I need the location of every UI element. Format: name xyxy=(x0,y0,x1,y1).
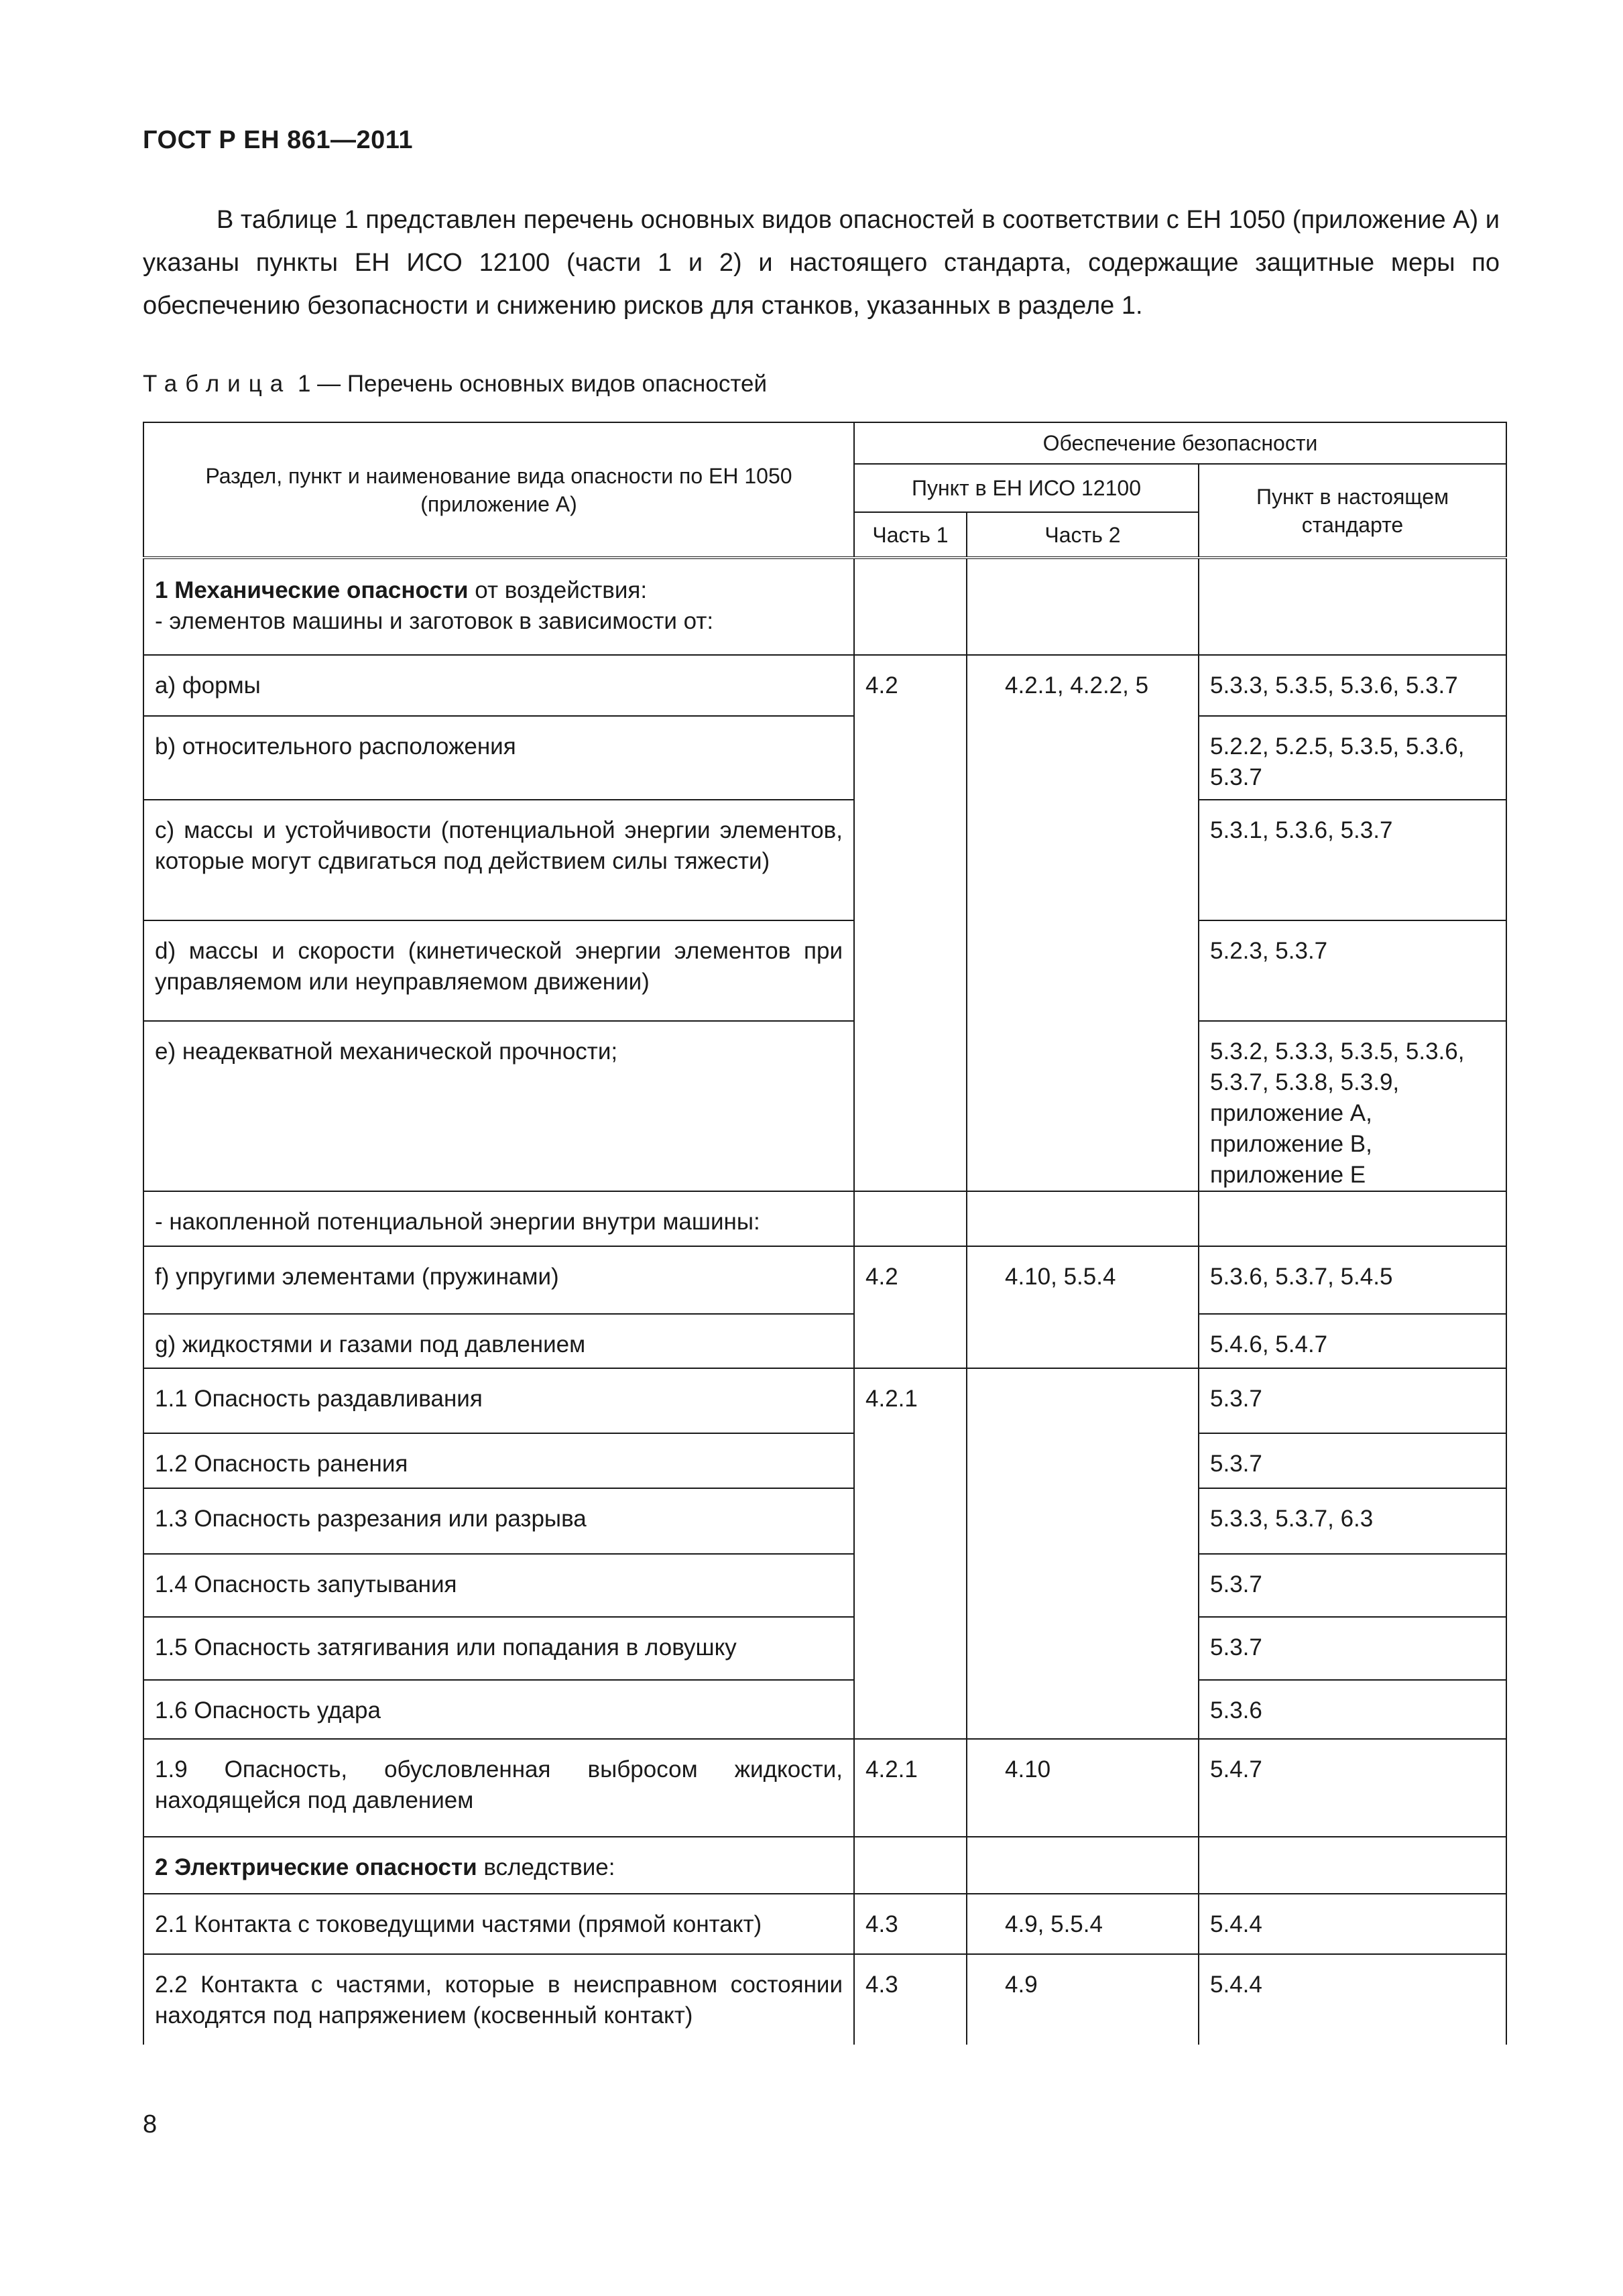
table-row xyxy=(143,716,1506,800)
cell-hazard: 1.1 Опасность раздавливания xyxy=(143,1368,854,1433)
cell-standard: 5.4.7 xyxy=(1199,1739,1506,1837)
cell-hazard: 1.5 Опасность затягивания или попадания в ловушку xyxy=(143,1617,854,1680)
cell-hazard: a) формы xyxy=(143,655,854,716)
cell-hazard: 2.2 Контакта с частями, которые в неисправном состоянии находятся под напряжением (косвенный контакт) xyxy=(143,1954,854,2045)
cell-standard: 5.3.7 xyxy=(1199,1617,1506,1680)
cell-hazard: b) относительного расположения xyxy=(143,716,854,800)
table-row xyxy=(143,1191,1506,1246)
cell-part1: 4.2.1 xyxy=(854,1739,967,1837)
cell-part1 xyxy=(854,1191,967,1246)
cell-hazard xyxy=(143,558,854,655)
header-standard: Пункт в настоящем стандарте xyxy=(1199,464,1506,558)
table-row xyxy=(143,1739,1506,1837)
cell-standard xyxy=(1199,1191,1506,1246)
cell-part2: 4.9 xyxy=(967,1954,1199,2045)
section-title-rest: вследствие: xyxy=(477,1854,615,1880)
page-number: 8 xyxy=(143,2110,158,2138)
cell-part1: 4.2 xyxy=(854,655,967,1191)
header-part2: Часть 2 xyxy=(967,512,1199,558)
cell-standard: 5.4.4 xyxy=(1199,1954,1506,2045)
cell-hazard: c) массы и устойчивости (потенциальной энергии элементов, которые могут сдвигаться под действием силы тяжести) xyxy=(143,800,854,920)
header-hazard: Раздел, пункт и наименование вида опасности по ЕН 1050 (приложение А) xyxy=(143,422,854,558)
header-iso: Пункт в ЕН ИСО 12100 xyxy=(854,464,1199,512)
cell-standard: 5.3.3, 5.3.5, 5.3.6, 5.3.7 xyxy=(1199,655,1506,716)
cell-standard: 5.3.7 xyxy=(1199,1368,1506,1433)
table-caption-label: Таблица xyxy=(143,371,292,397)
cell-part1: 4.3 xyxy=(854,1954,967,2045)
cell-hazard: 1.2 Опасность ранения xyxy=(143,1433,854,1488)
table-row xyxy=(143,655,1506,716)
cell-standard: 5.3.2, 5.3.3, 5.3.5, 5.3.6, 5.3.7, 5.3.8, 5.3.9, приложение А, приложение В, приложение Е xyxy=(1199,1021,1506,1191)
cell-part1 xyxy=(854,1837,967,1894)
cell-hazard: d) массы и скорости (кинетической энергии элементов при управляемом или неуправляемом движении) xyxy=(143,920,854,1021)
intro-paragraph xyxy=(143,198,1500,327)
table-row xyxy=(143,920,1506,1021)
cell-hazard: 1.4 Опасность запутывания xyxy=(143,1554,854,1617)
table-row xyxy=(143,1954,1506,2045)
table-caption xyxy=(143,371,767,398)
cell-hazard: f) упругими элементами (пружинами) xyxy=(143,1246,854,1314)
table-row xyxy=(143,558,1506,655)
section-title: 2 Электрические опасности xyxy=(155,1854,477,1880)
section-title-rest: от воздействия: xyxy=(468,577,648,603)
table-row xyxy=(143,1617,1506,1680)
cell-hazard xyxy=(143,1837,854,1894)
table-header-row xyxy=(143,422,1506,464)
intro-text: В таблице 1 представлен перечень основных видов опасностей в соответствии с ЕН 1050 (приложение А) и указаны пункты ЕН ИСО 12100 (части 1 и 2) и настоящего стандарта, содержащие защитные меры по обеспечению безопасности и снижению рисков для станков, указанных в разделе 1. xyxy=(143,206,1500,320)
cell-hazard: 1.9 Опасность, обусловленная выбросом жидкости, находящейся под давлением xyxy=(143,1739,854,1837)
cell-hazard: 1.6 Опасность удара xyxy=(143,1680,854,1739)
cell-part2 xyxy=(967,558,1199,655)
table-row xyxy=(143,800,1506,920)
cell-part2: 4.10, 5.5.4 xyxy=(967,1246,1199,1368)
section-title: 1 Механические опасности xyxy=(155,577,469,603)
table-row xyxy=(143,1433,1506,1488)
cell-standard: 5.4.4 xyxy=(1199,1894,1506,1954)
cell-part2 xyxy=(967,1837,1199,1894)
cell-standard: 5.2.2, 5.2.5, 5.3.5, 5.3.6, 5.3.7 xyxy=(1199,716,1506,800)
cell-standard: 5.4.6, 5.4.7 xyxy=(1199,1314,1506,1368)
table-row xyxy=(143,1021,1506,1191)
cell-standard: 5.3.1, 5.3.6, 5.3.7 xyxy=(1199,800,1506,920)
cell-hazard: 1.3 Опасность разрезания или разрыва xyxy=(143,1488,854,1554)
cell-part1 xyxy=(854,558,967,655)
cell-part1: 4.2.1 xyxy=(854,1368,967,1739)
cell-part2: 4.9, 5.5.4 xyxy=(967,1894,1199,1954)
cell-part2 xyxy=(967,1191,1199,1246)
table-row xyxy=(143,1368,1506,1433)
hazards-table xyxy=(143,422,1507,2045)
cell-standard xyxy=(1199,1837,1506,1894)
cell-hazard: e) неадекватной механической прочности; xyxy=(143,1021,854,1191)
cell-part1: 4.2 xyxy=(854,1246,967,1368)
table-row xyxy=(143,1314,1506,1368)
cell-part2 xyxy=(967,1368,1199,1739)
cell-hazard: 2.1 Контакта с токоведущими частями (прямой контакт) xyxy=(143,1894,854,1954)
cell-standard: 5.3.3, 5.3.7, 6.3 xyxy=(1199,1488,1506,1554)
table-row xyxy=(143,1680,1506,1739)
header-safety: Обеспечение безопасности xyxy=(854,422,1506,464)
cell-standard: 5.3.6 xyxy=(1199,1680,1506,1739)
cell-part1: 4.3 xyxy=(854,1894,967,1954)
cell-part2: 4.10 xyxy=(967,1739,1199,1837)
table-row xyxy=(143,1894,1506,1954)
cell-standard: 5.2.3, 5.3.7 xyxy=(1199,920,1506,1021)
section-subtitle: - элементов машины и заготовок в зависимости от: xyxy=(155,608,714,634)
table-row xyxy=(143,1246,1506,1314)
cell-standard: 5.3.7 xyxy=(1199,1554,1506,1617)
table-row xyxy=(143,1554,1506,1617)
cell-part2: 4.2.1, 4.2.2, 5 xyxy=(967,655,1199,1191)
cell-standard xyxy=(1199,558,1506,655)
header-part1: Часть 1 xyxy=(854,512,967,558)
table-caption-text: 1 — Перечень основных видов опасностей xyxy=(297,371,768,397)
cell-standard: 5.3.7 xyxy=(1199,1433,1506,1488)
cell-hazard: g) жидкостями и газами под давлением xyxy=(143,1314,854,1368)
table-row xyxy=(143,1837,1506,1894)
cell-hazard: - накопленной потенциальной энергии внутри машины: xyxy=(143,1191,854,1246)
table-row xyxy=(143,1488,1506,1554)
document-header: ГОСТ Р ЕН 861—2011 xyxy=(143,126,413,154)
cell-standard: 5.3.6, 5.3.7, 5.4.5 xyxy=(1199,1246,1506,1314)
